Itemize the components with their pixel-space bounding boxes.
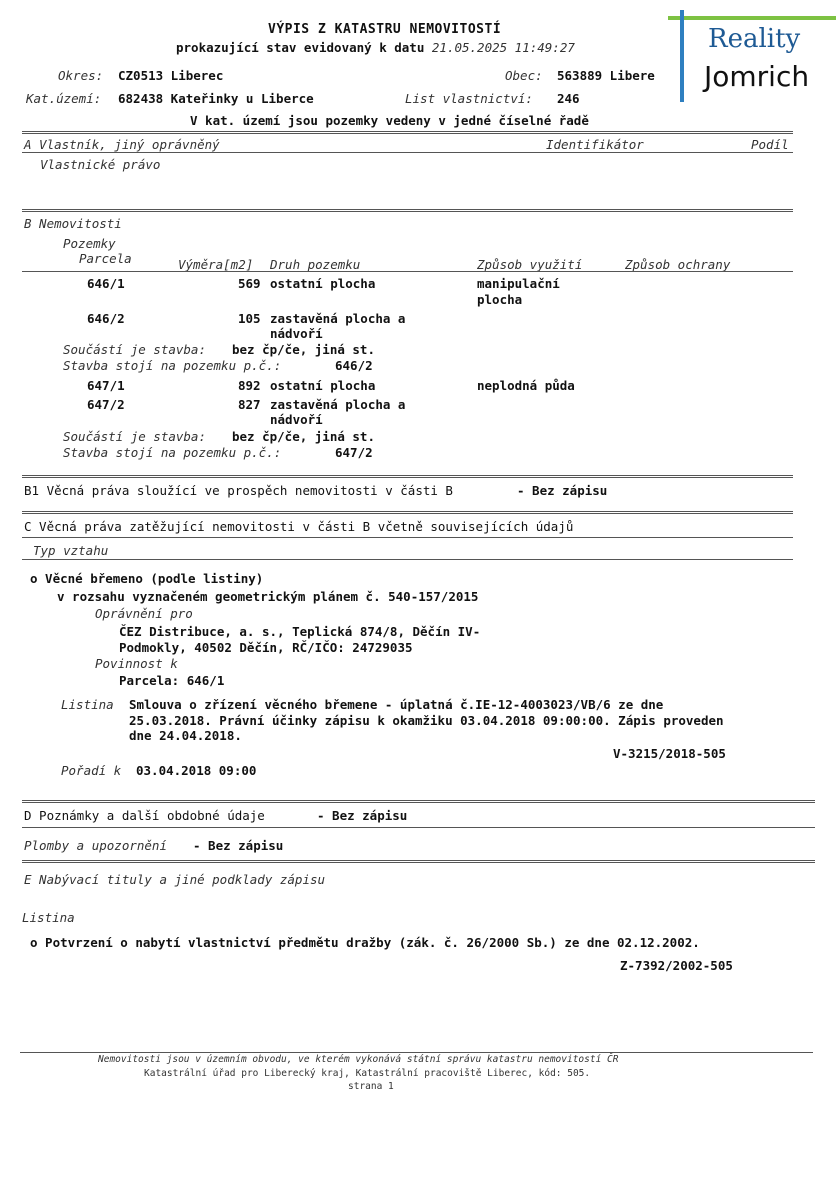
section-b1-title: B1 Věcná práva sloužící ve prospěch nemovitosti v části B [24, 483, 453, 498]
druh-cell-cont: nádvoří [270, 326, 323, 341]
stavba-value: 646/2 [335, 358, 373, 373]
soucasti-value: bez čp/če, jiná st. [232, 342, 375, 357]
section-e-listina-label: Listina [22, 910, 75, 925]
typ-vztahu-label: Typ vztahu [33, 543, 109, 558]
logo-green-bar [668, 16, 836, 20]
col-zpusob-vyuziti: Způsob využití [477, 257, 583, 272]
col-identifikator: Identifikátor [546, 137, 644, 152]
obec-value: 563889 Libere [557, 68, 655, 83]
stavba-value: 647/2 [335, 445, 373, 460]
section-b1-rule [22, 475, 793, 478]
col-zpusob-ochrany: Způsob ochrany [625, 257, 731, 272]
vymera-cell: 827 [238, 397, 261, 412]
subtitle-prefix: prokazující stav evidovaný k datu [176, 40, 425, 55]
opravneni-value-1: ČEZ Distribuce, a. s., Teplická 874/8, Děčín IV- [119, 624, 481, 639]
section-d-title: D Poznámky a další obdobné údaje [24, 808, 265, 823]
logo-blue-bar [680, 10, 684, 102]
section-e-rule [22, 860, 815, 863]
vymera-cell: 105 [238, 311, 261, 326]
povinnost-label: Povinnost k [95, 656, 178, 671]
footer-rule [20, 1052, 813, 1053]
soucasti-value: bez čp/če, jiná st. [232, 429, 375, 444]
company-logo [668, 8, 836, 104]
parcela-cell: 646/1 [87, 276, 125, 291]
poradi-value: 03.04.2018 09:00 [136, 763, 257, 778]
vecne-bremeno-item: o Věcné břemeno (podle listiny) [30, 571, 264, 586]
katuzemi-value: 682438 Kateřinky u Liberce [118, 91, 314, 106]
section-d-value: - Bez zápisu [317, 808, 408, 823]
okres-value: CZ0513 Liberec [118, 68, 224, 83]
section-b-rule [22, 209, 793, 212]
opravneni-label: Oprávnění pro [95, 606, 193, 621]
potvrzeni-item: o Potvrzení o nabytí vlastnictví předmětu dražby (zák. č. 26/2000 Sb.) ze dne 02.12.2002. [30, 935, 700, 950]
pozemky-label: Pozemky [63, 236, 116, 251]
vyuziti-cell-cont: plocha [477, 292, 523, 307]
druh-cell: zastavěná plocha a [270, 397, 406, 412]
listina-reference: V-3215/2018-505 [613, 746, 726, 761]
footer-line-1: Nemovitosti jsou v územním obvodu, ve kterém vykonává státní správu katastru nemovitostí ČR [98, 1054, 619, 1065]
vlastnicke-pravo-label: Vlastnické právo [40, 157, 161, 172]
vyuziti-cell: manipulační [477, 276, 560, 291]
stavba-label: Stavba stojí na pozemku p.č.: [63, 358, 282, 373]
okres-label: Okres: [58, 68, 104, 83]
section-b-title: B Nemovitosti [24, 216, 122, 231]
logo-text-reality: Reality [708, 24, 801, 54]
section-c-title: C Věcná práva zatěžující nemovitosti v části B včetně souvisejících údajů [24, 519, 574, 534]
katuzemi-note: V kat. území jsou pozemky vedeny v jedné číselné řadě [190, 113, 589, 128]
col-parcela: Parcela [79, 251, 132, 266]
list-vlastnictvi-label: List vlastnictví: [405, 91, 533, 106]
section-c-header-rule [22, 559, 793, 560]
poradi-label: Pořadí k [61, 763, 122, 778]
povinnost-value: Parcela: 646/1 [119, 673, 225, 688]
listina-line-2: 25.03.2018. Právní účinky zápisu k okamžiku 03.04.2018 09:00:00. Zápis proveden [129, 713, 724, 728]
list-vlastnictvi-value: 246 [557, 91, 580, 106]
listina-line-1: Smlouva o zřízení věcného břemene - úplatná č.IE-12-4003023/VB/6 ze dne [129, 697, 664, 712]
plomby-label: Plomby a upozornění [24, 838, 167, 853]
soucasti-label: Součástí je stavba: [63, 429, 206, 444]
subtitle-date: 21.05.2025 11:49:27 [431, 40, 575, 55]
stavba-label: Stavba stojí na pozemku p.č.: [63, 445, 282, 460]
logo-text-jomrich: Jomrich [704, 60, 810, 93]
section-e-title: E Nabývací tituly a jiné podklady zápisu [24, 872, 326, 887]
section-a-rule [22, 131, 793, 134]
vymera-cell: 569 [238, 276, 261, 291]
section-c-sub-rule [22, 537, 793, 538]
section-a-header-rule [22, 152, 793, 153]
druh-cell-cont: nádvoří [270, 412, 323, 427]
section-b-header-rule [22, 271, 793, 272]
opravneni-value-2: Podmokly, 40502 Děčín, RČ/IČO: 24729035 [119, 640, 413, 655]
parcela-cell: 647/1 [87, 378, 125, 393]
col-vymera: Výměra[m2] [178, 257, 254, 272]
document-subtitle [176, 40, 575, 55]
soucasti-label: Součástí je stavba: [63, 342, 206, 357]
listina-line-3: dne 24.04.2018. [129, 728, 242, 743]
section-b1-value: - Bez zápisu [517, 483, 608, 498]
section-c-rule [22, 511, 793, 514]
page-number: strana 1 [348, 1081, 394, 1092]
section-a-title: A Vlastník, jiný oprávněný [24, 137, 220, 152]
col-druh-pozemku: Druh pozemku [270, 257, 361, 272]
druh-cell: zastavěná plocha a [270, 311, 406, 326]
parcela-cell: 647/2 [87, 397, 125, 412]
obec-label: Obec: [505, 68, 543, 83]
section-d-sub-rule [22, 827, 815, 828]
druh-cell: ostatní plocha [270, 378, 376, 393]
plomby-value: - Bez zápisu [193, 838, 284, 853]
vymera-cell: 892 [238, 378, 261, 393]
potvrzeni-reference: Z-7392/2002-505 [620, 958, 733, 973]
col-podil: Podíl [751, 137, 789, 152]
vyuziti-cell: neplodná půda [477, 378, 575, 393]
document-title: VÝPIS Z KATASTRU NEMOVITOSTÍ [268, 22, 502, 37]
druh-cell: ostatní plocha [270, 276, 376, 291]
footer-line-2: Katastrální úřad pro Liberecký kraj, Katastrální pracoviště Liberec, kód: 505. [144, 1068, 591, 1079]
listina-label: Listina [61, 697, 114, 712]
vecne-bremeno-scope: v rozsahu vyznačeném geometrickým plánem č. 540-157/2015 [57, 589, 479, 604]
katuzemi-label: Kat.území: [26, 91, 102, 106]
section-d-rule [22, 800, 815, 803]
parcela-cell: 646/2 [87, 311, 125, 326]
